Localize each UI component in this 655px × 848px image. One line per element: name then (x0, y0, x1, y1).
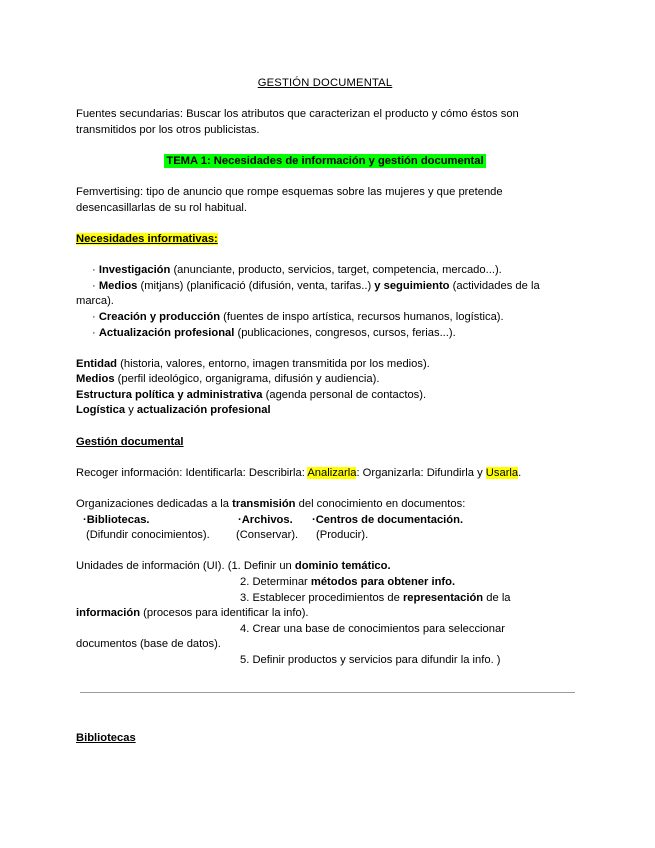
list-item: Logística y actualización profesional (76, 404, 271, 417)
necesidades-heading: Necesidades informativas: (76, 232, 218, 245)
unidades-line: documentos (base de datos). (76, 638, 221, 651)
document-title: GESTIÓN DOCUMENTAL (257, 77, 393, 89)
unidades-line: Unidades de información (UI). (1. Definir un dominio temático. (76, 560, 391, 573)
list-item: · Actualización profesional (publicaciones, congresos, cursos, ferias...). (92, 326, 456, 339)
unidades-line: 2. Determinar métodos para obtener info. (240, 576, 456, 588)
list-item: · Creación y producción (fuentes de inspo artística, recursos humanos, logística). (92, 310, 504, 323)
intro-paragraph: Fuentes secundarias: Buscar los atributos que caracterizan el producto y cómo éstos son transmitidos por los otros publicistas. (76, 108, 519, 136)
unidades-line: 3. Establecer procedimientos de representación de la (240, 591, 511, 604)
organizaciones-intro: Organizaciones dedicadas a la transmisión del conocimiento en documentos: (76, 498, 466, 511)
bibliotecas-heading: Bibliotecas (76, 732, 136, 744)
unidades-block (76, 559, 574, 668)
tema-heading: TEMA 1: Necesidades de información y gestión documental (166, 154, 484, 167)
unidades-line: información (procesos para identificar la info). (76, 607, 309, 620)
list-item: Medios (perfil ideológico, organigrama, difusión y audiencia). (76, 373, 380, 386)
gestion-process: Recoger información: Identificarla: Describirla: Analizarla: Organizarla: Difundirla y Usarla. (76, 466, 522, 479)
necesidades-list (76, 263, 574, 341)
organizaciones-roles: (Difundir conocimientos). (Conservar). (Producir). (86, 529, 369, 542)
list-item: · Investigación (anunciante, producto, servicios, target, competencia, mercado...). (92, 264, 502, 277)
list-item: Estructura política y administrativa (agenda personal de contactos). (76, 388, 427, 401)
femvertising-paragraph: Femvertising: tipo de anuncio que rompe esquemas sobre las mujeres y que pretende desencasillarlas de su rol habitual. (76, 186, 503, 214)
unidades-line: 4. Crear una base de conocimientos para seleccionar (240, 622, 505, 635)
unidades-line: 5. Definir productos y servicios para difundir la info. ) (240, 653, 501, 666)
horizontal-divider (80, 692, 575, 693)
list-item: · Medios (mitjans) (planificació (difusión, venta, tarifas..) y seguimiento (actividades de la marca). (76, 279, 540, 308)
organizaciones-names: ·Bibliotecas. ·Archivos. ·Centros de documentación. (83, 513, 464, 526)
document-page (76, 76, 574, 669)
gestion-heading: Gestión documental (76, 435, 184, 448)
entidad-list (76, 357, 574, 419)
list-item: Entidad (historia, valores, entorno, imagen transmitida por los medios). (76, 357, 430, 370)
